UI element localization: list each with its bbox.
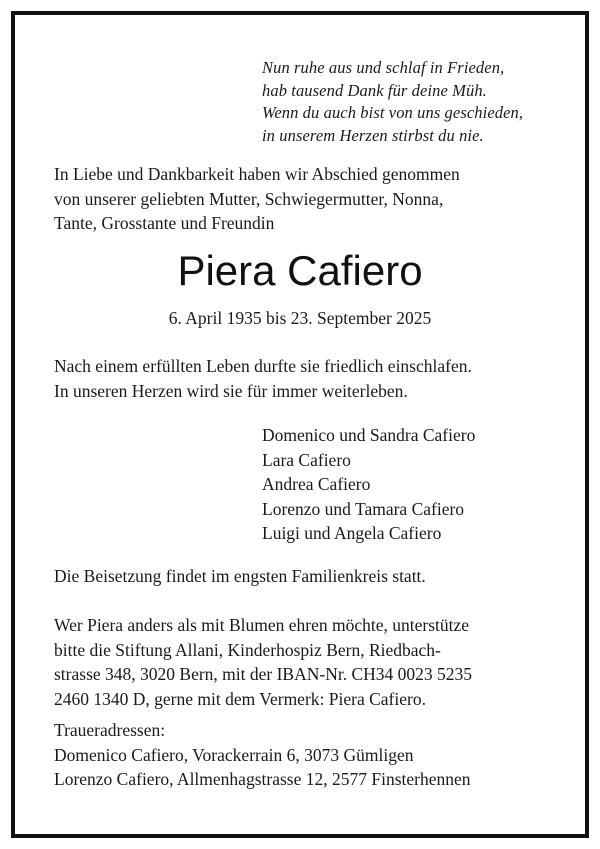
memorial-paragraph xyxy=(54,354,472,403)
donation-line: strasse 348, 3020 Bern, mit der IBAN-Nr. CH34 0023 5235 xyxy=(54,664,473,684)
donation-line: bitte die Stiftung Allani, Kinderhospiz Bern, Riedbach- xyxy=(54,639,441,660)
donation-paragraph xyxy=(54,613,472,711)
donation-line: 2460 1340 D, gerne mit dem Vermerk: Piera Cafiero. xyxy=(54,688,426,709)
intro-paragraph xyxy=(54,162,460,236)
life-dates: 6. April 1935 bis 23. September 2025 xyxy=(168,308,432,328)
intro-line: Tante, Grosstante und Freundin xyxy=(54,213,275,233)
address-line: Lorenzo Cafiero, Allmenhagstrasse 12, 2577 Finsterhennen xyxy=(54,769,471,789)
addresses-block xyxy=(54,718,471,792)
poem-line: hab tausend Dank für deine Müh. xyxy=(262,80,487,100)
memorial-line: In unseren Herzen wird sie für immer weiterleben. xyxy=(54,380,408,401)
poem-line: in unserem Herzen stirbst du nie. xyxy=(262,125,484,145)
deceased-name: Piera Cafiero xyxy=(177,247,423,294)
mourner: Andrea Cafiero xyxy=(262,474,371,494)
burial-line: Die Beisetzung findet im engsten Familienkreis statt. xyxy=(54,566,426,586)
mourner: Lorenzo und Tamara Cafiero xyxy=(262,498,465,519)
burial-note xyxy=(54,564,426,589)
intro-line: In Liebe und Dankbarkeit haben wir Abschied genommen xyxy=(54,164,460,184)
address-line: Domenico Cafiero, Vorackerrain 6, 3073 Gümligen xyxy=(54,744,414,765)
mourners-list xyxy=(262,423,475,546)
memorial-line: Nach einem erfüllten Leben durfte sie friedlich einschlafen. xyxy=(54,356,472,376)
mourner: Domenico und Sandra Cafiero xyxy=(262,425,476,445)
intro-line: von unserer geliebten Mutter, Schwiegermutter, Nonna, xyxy=(54,188,444,209)
mourner: Luigi und Angela Cafiero xyxy=(262,523,442,543)
addresses-heading: Traueradressen: xyxy=(54,720,166,740)
donation-line: Wer Piera anders als mit Blumen ehren möchte, unterstütze xyxy=(54,615,470,635)
poem-line: Nun ruhe aus und schlaf in Frieden, xyxy=(262,58,505,77)
poem xyxy=(262,57,523,147)
mourner: Lara Cafiero xyxy=(262,449,351,470)
poem-line: Wenn du auch bist von uns geschieden, xyxy=(262,103,524,122)
